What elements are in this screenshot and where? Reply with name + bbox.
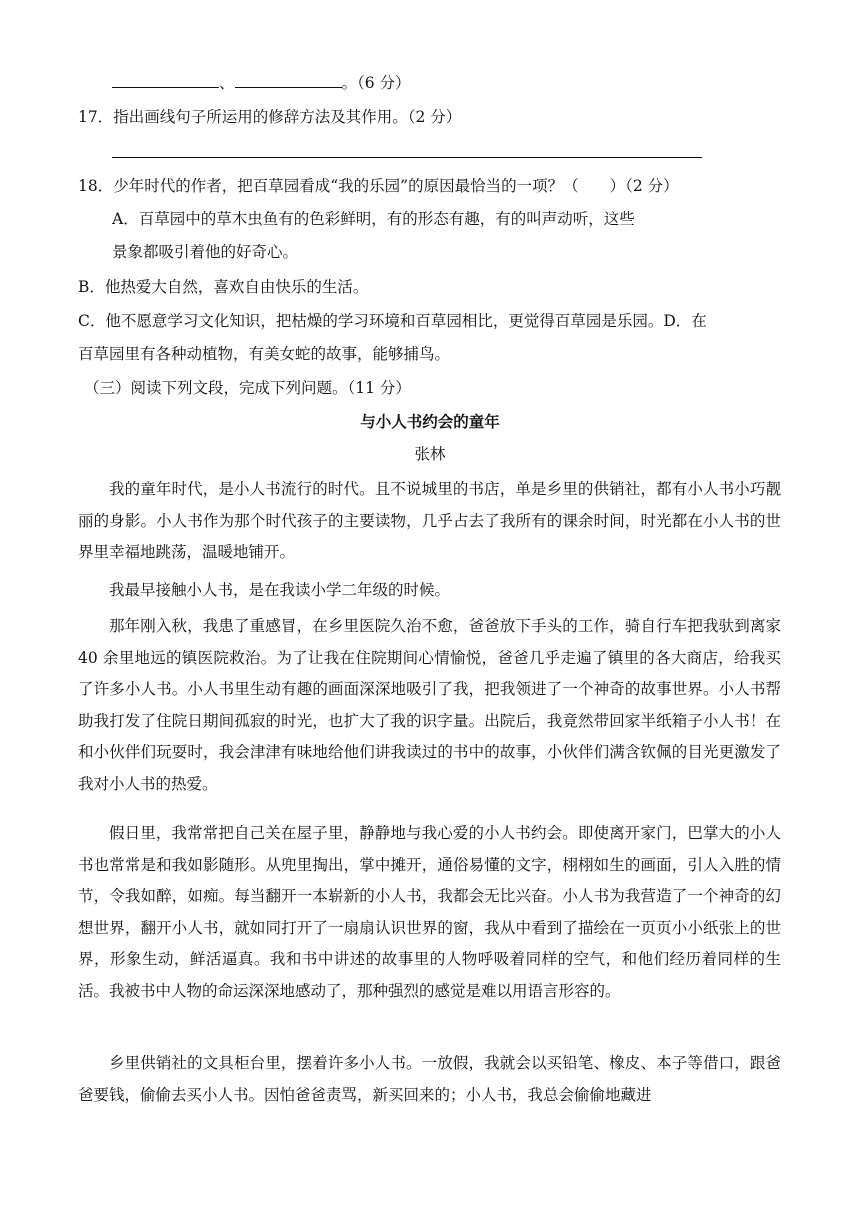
answer-blank[interactable] <box>112 86 219 88</box>
question-number: 17． <box>78 108 114 126</box>
answer-line[interactable] <box>112 156 702 158</box>
blank-separator: 、 <box>219 74 235 92</box>
question-18 <box>78 179 679 195</box>
article-paragraph: 那年刚入秋，我患了重感冒，在乡里医院久治不愈，爸爸放下手头的工作，骑自行车把我驮到离家 40 余里地远的镇医院救治。为了让我在住院期间心情愉悦，爸爸几乎走遍了镇里的各大商店，给我买了许多小人书。小人书里生动有趣的画面深深地吸引了我，把我领进了一个神奇的故事世界。小人书帮助我打发了住院日期间孤寂的时光，也扩大了我的识字量。出院后，我竟然带回家半纸箱子小人书！在和小伙伴们玩耍时，我会津津有味地给他们讲我读过的书中的故事，小伙伴们满含钦佩的目光更激发了我对小人书的热爱。 <box>78 617 781 793</box>
article-paragraph: 乡里供销社的文具柜台里，摆着许多小人书。一放假，我就会以买铅笔、橡皮、本子等借口，跟爸爸要钱，偷偷去买小人书。因怕爸爸责骂，新买回来的；小人书，我总会偷偷地藏进 <box>78 1054 781 1104</box>
article-title: 与小人书约会的童年 <box>360 413 500 431</box>
section-heading: （三）阅读下列文段，完成下列问题。（11 分） <box>84 379 411 397</box>
article-paragraph: 我最早接触小人书，是在我读小学二年级的时候。 <box>109 581 451 599</box>
question-number: 18． <box>78 177 114 195</box>
option-c-line1: C．他不愿意学习文化知识，把枯燥的学习环境和百草园相比，更觉得百草园是乐园。D．在 <box>78 312 707 330</box>
answer-blank[interactable] <box>235 86 342 88</box>
article-paragraph: 我的童年时代，是小人书流行的时代。且不说城里的书店，单是乡里的供销社，都有小人书小巧靓丽的身影。小人书作为那个时代孩子的主要读物，几乎占去了我所有的课余时间，时光都在小人书的世界里幸福地跳荡，温暖地铺开。 <box>78 480 781 561</box>
question-text: 指出画线句子所运用的修辞方法及其作用。（2 分） <box>113 108 462 126</box>
question-score: 。（6 分） <box>341 74 411 92</box>
option-a-line1: A．百草园中的草木虫鱼有的色彩鲜明，有的形态有趣，有的叫声动听，这些 <box>112 210 635 228</box>
option-c-line2: 百草园里有各种动植物，有美女蛇的故事，能够捕鸟。 <box>78 345 451 363</box>
question-17 <box>78 110 461 126</box>
question-text: 少年时代的作者，把百草园看成“我的乐园”的原因最恰当的一项？（ ）（2 分） <box>113 177 679 195</box>
article-author: 张林 <box>414 445 446 463</box>
option-a-line2: 景象都吸引着他的好奇心。 <box>112 243 299 261</box>
q16-answer-line <box>112 76 411 92</box>
option-b: B．他热爱大自然，喜欢自由快乐的生活。 <box>78 278 369 296</box>
article-paragraph: 假日里，我常常把自己关在屋子里，静静地与我心爱的小人书约会。即使离开家门，巴掌大的小人书也常常是和我如影随形。从兜里掏出，掌中摊开，通俗易懂的文字，栩栩如生的画面，引人入胜的情节，令我如醉，如痴。每当翻开一本崭新的小人书，我都会无比兴奋。小人书为我营造了一个神奇的幻想世界，翻开小人书，就如同打开了一扇扇认识世界的窗，我从中看到了描绘在一页页小小纸张上的世界，形象生动，鲜活逼真。我和书中讲述的故事里的人物呼吸着同样的空气，和他们经历着同样的生活。我被书中人物的命运深深地感动了，那种强烈的感觉是难以用语言形容的。 <box>78 824 781 1000</box>
